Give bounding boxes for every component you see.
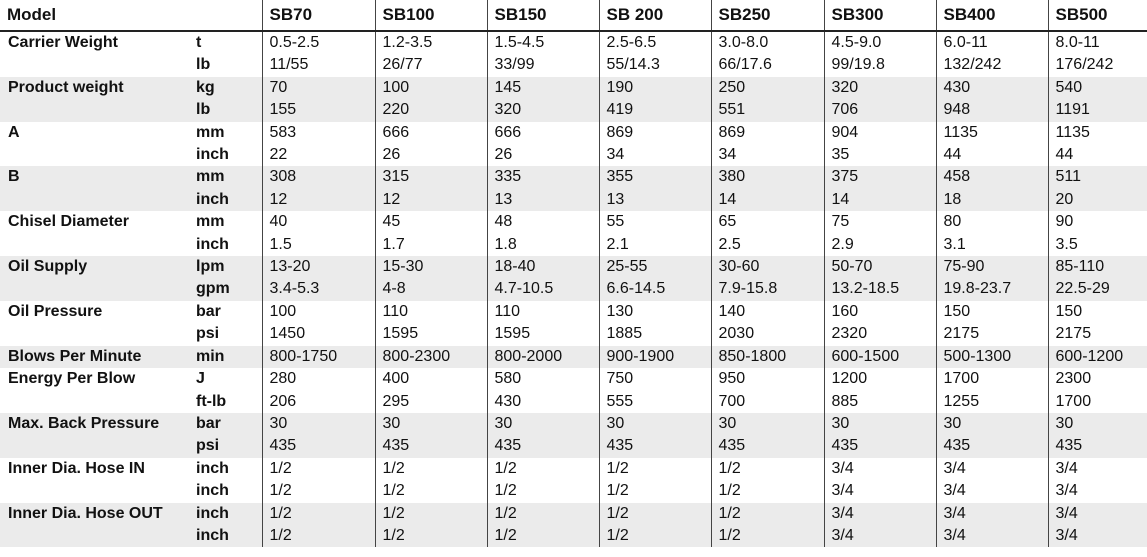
spec-value: 1255 xyxy=(936,391,1048,413)
spec-value: 335 xyxy=(487,166,599,188)
spec-unit: ft-lb xyxy=(196,392,227,410)
spec-value: 1/2 xyxy=(262,503,375,525)
table-row xyxy=(0,391,1147,413)
spec-value: 3.0-8.0 xyxy=(711,31,824,54)
spec-value: 22.5-29 xyxy=(1048,278,1147,300)
spec-value: 1/2 xyxy=(599,525,711,547)
spec-value: 1/2 xyxy=(262,525,375,547)
spec-value: 145 xyxy=(487,77,599,99)
spec-unit: inch xyxy=(196,235,229,253)
spec-value: 308 xyxy=(262,166,375,188)
spec-value: 869 xyxy=(711,122,824,144)
spec-unit: mm xyxy=(196,166,262,188)
table-row xyxy=(0,166,1147,188)
spec-value: 1/2 xyxy=(599,503,711,525)
spec-value: 1191 xyxy=(1048,99,1147,121)
spec-unit: inch xyxy=(196,525,262,547)
table-row xyxy=(0,144,1147,166)
spec-value: 1/2 xyxy=(487,480,599,502)
spec-value: 800-1750 xyxy=(262,346,375,368)
spec-label: Inner Dia. Hose OUT xyxy=(0,503,196,525)
spec-value: 1/2 xyxy=(375,480,487,502)
table-row xyxy=(0,346,1147,368)
spec-value: 540 xyxy=(1048,77,1147,99)
spec-value: 600-1200 xyxy=(1048,346,1147,368)
spec-group xyxy=(0,301,1147,346)
spec-value: 2030 xyxy=(711,323,824,345)
spec-group xyxy=(0,31,1147,77)
spec-value: 14 xyxy=(824,189,936,211)
spec-unit: gpm xyxy=(196,278,262,300)
spec-value: 20 xyxy=(1048,189,1147,211)
spec-value: 2300 xyxy=(1048,368,1147,390)
spec-unit: psi xyxy=(196,325,220,343)
table-row xyxy=(0,368,1147,390)
spec-value: 1.8 xyxy=(487,234,599,256)
table-row xyxy=(0,435,1147,457)
spec-value: 30 xyxy=(936,413,1048,435)
spec-value: 580 xyxy=(487,368,599,390)
spec-unit: mm xyxy=(196,213,225,231)
spec-value: 435 xyxy=(262,435,375,457)
spec-value: 45 xyxy=(375,211,487,233)
spec-value: 13.2-18.5 xyxy=(824,278,936,300)
spec-group xyxy=(0,346,1147,368)
spec-value: 250 xyxy=(711,77,824,99)
spec-label: Max. Back Pressure xyxy=(0,413,196,435)
spec-value: 220 xyxy=(375,99,487,121)
header-unit-spacer xyxy=(196,0,262,31)
spec-group xyxy=(0,413,1147,458)
spec-unit: lb xyxy=(196,56,211,74)
spec-value: 419 xyxy=(599,99,711,121)
spec-value: 75 xyxy=(824,211,936,233)
spec-value: 1.5-4.5 xyxy=(487,31,599,54)
spec-value: 430 xyxy=(936,77,1048,99)
spec-value: 4.5-9.0 xyxy=(824,31,936,54)
spec-value: 30 xyxy=(487,413,599,435)
spec-value: 30-60 xyxy=(711,256,824,278)
spec-value: 13-20 xyxy=(262,256,375,278)
spec-value: 3/4 xyxy=(936,525,1048,547)
spec-value: 30 xyxy=(824,413,936,435)
header-row xyxy=(0,0,1147,31)
spec-value: 19.8-23.7 xyxy=(936,278,1048,300)
spec-value: 34 xyxy=(711,144,824,166)
spec-value: 1/2 xyxy=(711,503,824,525)
spec-value: 850-1800 xyxy=(711,346,824,368)
spec-label xyxy=(0,525,196,547)
spec-value: 100 xyxy=(375,77,487,99)
spec-value: 140 xyxy=(711,301,824,323)
spec-value: 44 xyxy=(936,144,1048,166)
spec-value: 2175 xyxy=(1048,323,1147,345)
table-row xyxy=(0,503,1147,525)
spec-group xyxy=(0,256,1147,301)
spec-value: 1595 xyxy=(375,323,487,345)
spec-value: 900-1900 xyxy=(599,346,711,368)
spec-value: 1.5 xyxy=(262,234,375,256)
spec-value: 1/2 xyxy=(375,458,487,480)
spec-label: Energy Per Blow xyxy=(8,370,136,388)
spec-value: 26 xyxy=(487,144,599,166)
spec-value: 8.0-11 xyxy=(1048,31,1147,54)
spec-value: 75-90 xyxy=(936,256,1048,278)
table-row xyxy=(0,211,1147,233)
spec-value: 1/2 xyxy=(487,503,599,525)
header-model-sb400: SB400 xyxy=(936,0,1048,31)
spec-value: 904 xyxy=(824,122,936,144)
table-row xyxy=(0,413,1147,435)
table-row xyxy=(0,480,1147,502)
spec-label: Blows Per Minute xyxy=(0,346,196,368)
spec-unit: kg xyxy=(196,77,262,99)
spec-value: 15-30 xyxy=(375,256,487,278)
spec-value: 2.5-6.5 xyxy=(599,31,711,54)
spec-value: 435 xyxy=(824,435,936,457)
spec-value: 3/4 xyxy=(936,503,1048,525)
spec-value: 3/4 xyxy=(1048,503,1147,525)
spec-value: 22 xyxy=(262,144,375,166)
spec-value: 206 xyxy=(262,391,375,413)
spec-value: 1/2 xyxy=(487,525,599,547)
spec-unit: lb xyxy=(196,99,262,121)
spec-value: 555 xyxy=(599,391,711,413)
spec-value: 55/14.3 xyxy=(599,54,711,76)
spec-label xyxy=(0,278,196,300)
spec-unit: inch xyxy=(196,482,229,500)
spec-label: Chisel Diameter xyxy=(8,213,129,231)
spec-value: 1/2 xyxy=(375,503,487,525)
spec-value: 280 xyxy=(262,368,375,390)
table-row xyxy=(0,323,1147,345)
spec-group xyxy=(0,122,1147,167)
spec-value: 3/4 xyxy=(936,458,1048,480)
spec-unit: bar xyxy=(196,302,221,320)
spec-value: 380 xyxy=(711,166,824,188)
spec-group xyxy=(0,503,1147,548)
spec-value: 1/2 xyxy=(599,480,711,502)
spec-value: 869 xyxy=(599,122,711,144)
spec-unit: lpm xyxy=(196,256,262,278)
table-row xyxy=(0,189,1147,211)
spec-value: 30 xyxy=(1048,413,1147,435)
spec-value: 26 xyxy=(375,144,487,166)
spec-value: 500-1300 xyxy=(936,346,1048,368)
spec-value: 35 xyxy=(824,144,936,166)
spec-value: 130 xyxy=(599,301,711,323)
spec-value: 160 xyxy=(824,301,936,323)
spec-value: 1/2 xyxy=(711,480,824,502)
spec-value: 400 xyxy=(375,368,487,390)
spec-value: 7.9-15.8 xyxy=(711,278,824,300)
table-row xyxy=(0,77,1147,99)
spec-label: Product weight xyxy=(0,77,196,99)
spec-value: 1200 xyxy=(824,368,936,390)
spec-value: 3/4 xyxy=(824,458,936,480)
spec-value: 12 xyxy=(375,189,487,211)
spec-value: 355 xyxy=(599,166,711,188)
spec-value: 11/55 xyxy=(262,54,375,76)
table-row xyxy=(0,278,1147,300)
spec-value: 2175 xyxy=(936,323,1048,345)
spec-value: 110 xyxy=(487,301,599,323)
spec-value: 583 xyxy=(262,122,375,144)
spec-value: 666 xyxy=(487,122,599,144)
spec-value: 435 xyxy=(599,435,711,457)
spec-value: 13 xyxy=(599,189,711,211)
spec-value: 1135 xyxy=(936,122,1048,144)
spec-value: 18-40 xyxy=(487,256,599,278)
spec-value: 150 xyxy=(936,301,1048,323)
spec-value: 3/4 xyxy=(936,480,1048,502)
spec-value: 80 xyxy=(936,211,1048,233)
spec-value: 30 xyxy=(711,413,824,435)
spec-label: Oil Supply xyxy=(0,256,196,278)
spec-value: 1450 xyxy=(262,323,375,345)
spec-value: 13 xyxy=(487,189,599,211)
spec-label xyxy=(0,54,196,76)
spec-unit: bar xyxy=(196,413,262,435)
spec-value: 26/77 xyxy=(375,54,487,76)
spec-value: 3/4 xyxy=(824,503,936,525)
spec-value: 3/4 xyxy=(1048,458,1147,480)
spec-value: 511 xyxy=(1048,166,1147,188)
table-row xyxy=(0,54,1147,76)
spec-value: 48 xyxy=(487,211,599,233)
spec-value: 1/2 xyxy=(487,458,599,480)
spec-unit: psi xyxy=(196,435,262,457)
spec-value: 3.4-5.3 xyxy=(262,278,375,300)
spec-value: 110 xyxy=(375,301,487,323)
spec-value: 1885 xyxy=(599,323,711,345)
spec-unit: inch xyxy=(196,189,262,211)
spec-value: 435 xyxy=(1048,435,1147,457)
spec-value: 885 xyxy=(824,391,936,413)
spec-value: 155 xyxy=(262,99,375,121)
spec-value: 700 xyxy=(711,391,824,413)
spec-value: 30 xyxy=(375,413,487,435)
spec-value: 90 xyxy=(1048,211,1147,233)
spec-label xyxy=(0,435,196,457)
spec-value: 320 xyxy=(487,99,599,121)
spec-label xyxy=(0,323,196,345)
spec-value: 1/2 xyxy=(262,458,375,480)
spec-value: 2.5 xyxy=(711,234,824,256)
spec-value: 1/2 xyxy=(375,525,487,547)
spec-group xyxy=(0,211,1147,256)
spec-value: 1/2 xyxy=(262,480,375,502)
spec-value: 1/2 xyxy=(599,458,711,480)
spec-value: 6.0-11 xyxy=(936,31,1048,54)
spec-value: 1.7 xyxy=(375,234,487,256)
spec-group xyxy=(0,368,1147,413)
spec-unit: J xyxy=(196,370,205,388)
header-model-sb300: SB300 xyxy=(824,0,936,31)
table-row xyxy=(0,458,1147,480)
spec-value: 4.7-10.5 xyxy=(487,278,599,300)
spec-value: 6.6-14.5 xyxy=(599,278,711,300)
spec-value: 1135 xyxy=(1048,122,1147,144)
spec-value: 18 xyxy=(936,189,1048,211)
spec-unit: inch xyxy=(196,503,262,525)
spec-value: 132/242 xyxy=(936,54,1048,76)
table-row xyxy=(0,122,1147,144)
spec-unit: t xyxy=(196,34,202,51)
spec-value: 85-110 xyxy=(1048,256,1147,278)
header-model-sb100: SB100 xyxy=(375,0,487,31)
spec-value: 315 xyxy=(375,166,487,188)
spec-value: 55 xyxy=(599,211,711,233)
spec-value: 30 xyxy=(599,413,711,435)
spec-value: 40 xyxy=(262,211,375,233)
spec-value: 435 xyxy=(711,435,824,457)
spec-value: 44 xyxy=(1048,144,1147,166)
spec-label: Oil Pressure xyxy=(8,302,103,320)
spec-value: 190 xyxy=(599,77,711,99)
header-model-label: Model xyxy=(7,5,57,24)
spec-value: 375 xyxy=(824,166,936,188)
spec-unit: min xyxy=(196,346,262,368)
spec-value: 1700 xyxy=(936,368,1048,390)
spec-value: 430 xyxy=(487,391,599,413)
spec-value: 150 xyxy=(1048,301,1147,323)
spec-label: Carrier Weight xyxy=(8,34,118,51)
table-row xyxy=(0,31,1147,54)
spec-value: 2.9 xyxy=(824,234,936,256)
spec-value: 3.5 xyxy=(1048,234,1147,256)
spec-group xyxy=(0,458,1147,503)
spec-value: 34 xyxy=(599,144,711,166)
spec-value: 950 xyxy=(711,368,824,390)
spec-label: Inner Dia. Hose IN xyxy=(8,459,145,477)
spec-value: 70 xyxy=(262,77,375,99)
table-header xyxy=(0,0,1147,31)
spec-value: 65 xyxy=(711,211,824,233)
header-model-sb150: SB150 xyxy=(487,0,599,31)
spec-unit: mm xyxy=(196,123,225,141)
spec-value: 1700 xyxy=(1048,391,1147,413)
table-row xyxy=(0,525,1147,547)
spec-value: 800-2300 xyxy=(375,346,487,368)
spec-value: 3/4 xyxy=(1048,480,1147,502)
header-model-sb200: SB 200 xyxy=(599,0,711,31)
spec-value: 3/4 xyxy=(824,480,936,502)
header-model-sb70: SB70 xyxy=(262,0,375,31)
spec-label xyxy=(0,480,196,502)
spec-label: A xyxy=(8,123,20,141)
table-row xyxy=(0,99,1147,121)
spec-unit: inch xyxy=(196,459,229,477)
spec-value: 600-1500 xyxy=(824,346,936,368)
spec-label xyxy=(0,99,196,121)
spec-value: 948 xyxy=(936,99,1048,121)
spec-value: 3/4 xyxy=(1048,525,1147,547)
spec-value: 30 xyxy=(262,413,375,435)
spec-label xyxy=(0,234,196,256)
spec-value: 3/4 xyxy=(824,525,936,547)
spec-value: 551 xyxy=(711,99,824,121)
spec-value: 176/242 xyxy=(1048,54,1147,76)
spec-value: 666 xyxy=(375,122,487,144)
spec-value: 1/2 xyxy=(711,458,824,480)
spec-value: 706 xyxy=(824,99,936,121)
spec-value: 1/2 xyxy=(711,525,824,547)
spec-value: 0.5-2.5 xyxy=(262,31,375,54)
spec-group xyxy=(0,166,1147,211)
spec-value: 295 xyxy=(375,391,487,413)
spec-group xyxy=(0,77,1147,122)
spec-value: 2.1 xyxy=(599,234,711,256)
spec-value: 1.2-3.5 xyxy=(375,31,487,54)
spec-label: B xyxy=(0,166,196,188)
spec-label xyxy=(0,189,196,211)
header-model-sb250: SB250 xyxy=(711,0,824,31)
table-row xyxy=(0,301,1147,323)
spec-value: 458 xyxy=(936,166,1048,188)
spec-value: 435 xyxy=(487,435,599,457)
spec-value: 14 xyxy=(711,189,824,211)
table-row xyxy=(0,234,1147,256)
spec-value: 99/19.8 xyxy=(824,54,936,76)
spec-label xyxy=(0,144,196,166)
spec-value: 320 xyxy=(824,77,936,99)
spec-value: 50-70 xyxy=(824,256,936,278)
spec-value: 3.1 xyxy=(936,234,1048,256)
table-row xyxy=(0,256,1147,278)
spec-value: 750 xyxy=(599,368,711,390)
spec-value: 4-8 xyxy=(375,278,487,300)
spec-value: 435 xyxy=(936,435,1048,457)
spec-value: 2320 xyxy=(824,323,936,345)
spec-value: 25-55 xyxy=(599,256,711,278)
header-model-sb500: SB500 xyxy=(1048,0,1147,31)
spec-value: 12 xyxy=(262,189,375,211)
spec-value: 435 xyxy=(375,435,487,457)
spec-value: 100 xyxy=(262,301,375,323)
spec-value: 1595 xyxy=(487,323,599,345)
spec-label xyxy=(0,391,196,413)
spec-value: 800-2000 xyxy=(487,346,599,368)
spec-value: 66/17.6 xyxy=(711,54,824,76)
spec-unit: inch xyxy=(196,146,229,164)
spec-value: 33/99 xyxy=(487,54,599,76)
